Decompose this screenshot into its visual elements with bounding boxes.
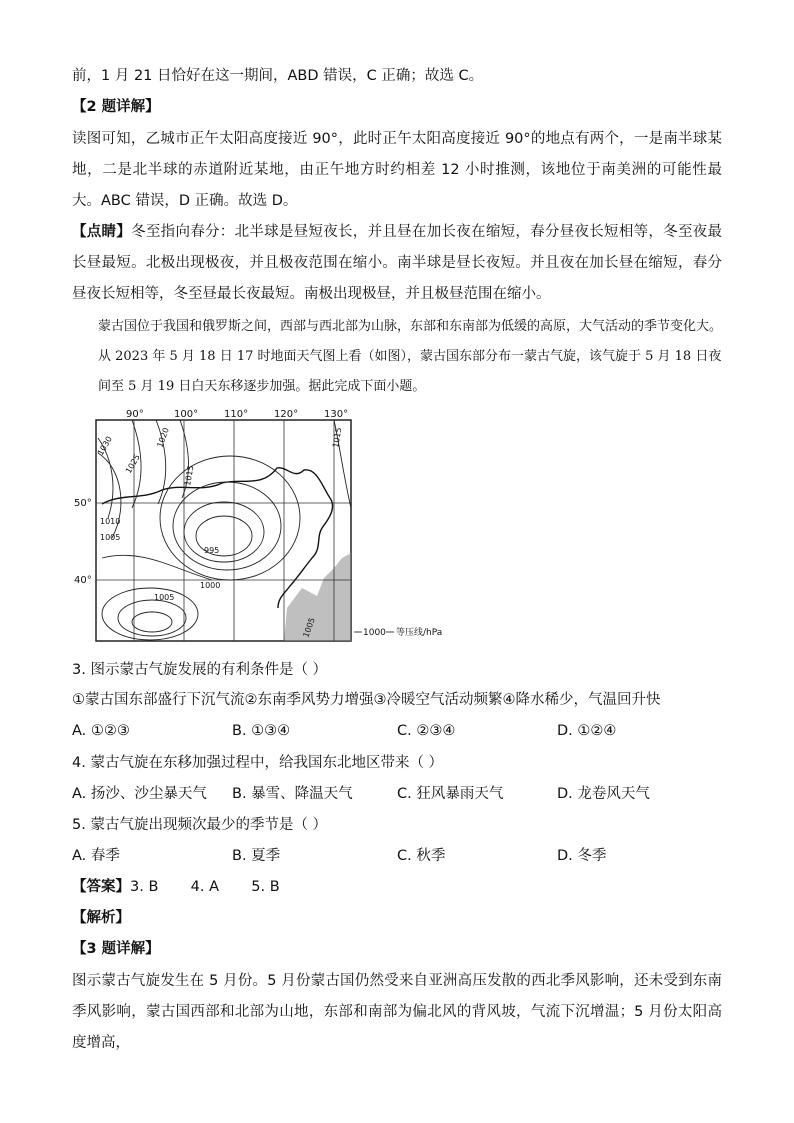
isobar-label: 1005 [301,616,317,639]
q3-stem: 3. 图示蒙古气旋发展的有利条件是（ ） [72,662,328,678]
map-legend [354,626,442,638]
lat-label-40: 40° [74,575,92,586]
answer-label: 【答案】 [72,879,130,895]
q3-option-b[interactable]: B. ①③④ [232,723,291,739]
q3-items: ①蒙古国东部盛行下沉气流②东南季风势力增强③冷暖空气活动频繁④降水稀少，气温回升快 [72,692,661,708]
isobar-label: 1010 [100,517,121,526]
answer-line [72,877,280,897]
q5-option-c[interactable]: C. 秋季 [397,848,446,864]
lat-label-50: 50° [74,498,92,509]
q5-option-b[interactable]: B. 夏季 [232,848,281,864]
q3-option-a[interactable]: A. ①②③ [72,723,130,739]
paragraph-tip [72,217,722,310]
legend-value: 1000 [363,628,386,638]
heading-q2-detail: 【2 题详解】 [72,99,160,115]
question-intro [72,312,722,402]
answer-values: 3. B 4. A 5. B [130,879,280,895]
lon-label-90: 90° [126,409,144,420]
q3-option-d[interactable]: D. ①②④ [557,723,617,739]
isobar-label: 1015 [183,464,196,487]
q4-stem: 4. 蒙古气旋在东移加强过程中，给我国东北地区带来（ ） [72,755,444,771]
q4-option-d[interactable]: D. 龙卷风天气 [557,786,650,802]
q4-option-c[interactable]: C. 狂风暴雨天气 [397,786,504,802]
q5-option-a[interactable]: A. 春季 [72,848,120,864]
isobar-label: 1000 [200,581,221,590]
q4-option-b[interactable]: B. 暴雪、降温天气 [232,786,353,802]
isobar-label: 1025 [123,452,142,475]
q3-detail-heading: 【3 题详解】 [72,941,160,957]
isobar-label: 1030 [95,434,114,457]
paragraph-q2-detail: 读图可知，乙城市正午太阳高度接近 90°，此时正午太阳高度接近 90°的地点有两个，一是南半球某地，二是北半球的赤道附近某地，由正午地方时约相差 12 小时推测，该地位于南美洲的可能性最大。ABC 错误，D 正确。故选 D。 [72,131,722,209]
legend-text: 等压线/hPa [396,628,443,638]
heading-tip: 【点睛】 [72,224,132,240]
weather-map [72,408,472,648]
q4-option-a[interactable]: A. 扬沙、沙尘暴天气 [72,786,207,802]
lon-label-110: 110° [224,409,249,420]
lon-label-130: 130° [324,409,349,420]
isobar-label: 995 [204,546,220,555]
lon-label-100: 100° [174,409,199,420]
intro-text: 蒙古国位于我国和俄罗斯之间，西部与西北部为山脉，东部和东南部为低缓的高原，大气活动的季节变化大。从 2023 年 5 月 18 日 17 时地面天气图上看（如图），蒙古国东部分布一蒙古气旋，该气旋于 5 月 18 日夜间至 5 月 19 日白天东移逐步加强。据此完成下面小题。 [98,319,723,394]
isobar-label: 1015 [331,426,344,449]
tip-body: 冬至指向春分：北半球是昼短夜长，并且昼在加长夜在缩短，春分昼夜长短相等，冬至夜最长昼最短。北极出现极夜，并且极夜范围在缩小。南半球是昼长夜短。并且夜在加长昼在缩短，春分昼夜长短相等，冬至昼最长夜最短。南极出现极昼，并且极昼范围在缩小。 [72,224,723,302]
isobar-label: 1005 [154,593,175,602]
isobar-label: 1005 [100,533,121,542]
line-previous-answer: 前，1 月 21 日恰好在这一期间，ABD 错误，C 正确；故选 C。 [72,68,484,84]
q3-detail-paragraph: 图示蒙古气旋发生在 5 月份。5 月份蒙古国仍然受来自亚洲高压发散的西北季风影响，还未受到东南季风影响，蒙古国西部和北部为山地，东部和南部为偏北风的背风坡，气流下沉增温；5 月份太阳高度增高， [72,973,722,1051]
lon-label-120: 120° [274,409,299,420]
q5-option-d[interactable]: D. 冬季 [557,848,607,864]
analysis-label: 【解析】 [72,910,130,926]
q3-option-c[interactable]: C. ②③④ [397,723,456,739]
q5-stem: 5. 蒙古气旋出现频次最少的季节是（ ） [72,817,328,833]
isobar-label: 1020 [155,426,171,449]
